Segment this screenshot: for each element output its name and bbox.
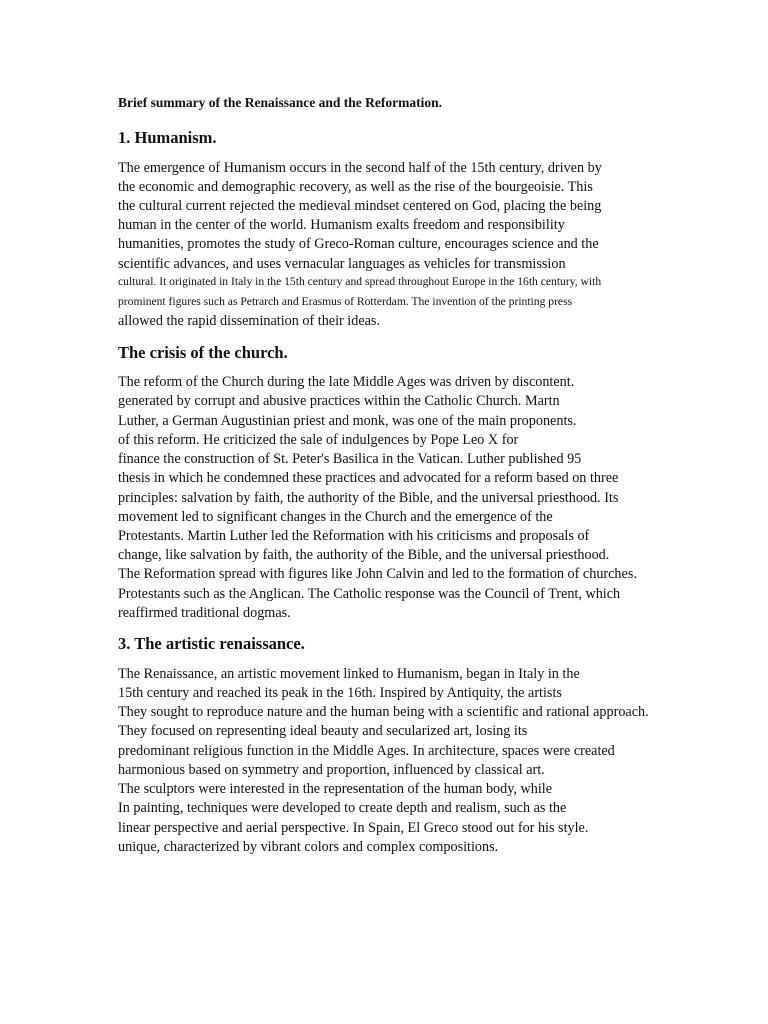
paragraph-line: The Reformation spread with figures like John Calvin and led to the formation of churches.	[118, 566, 637, 582]
paragraph-line: 15th century and reached its peak in the 16th. Inspired by Antiquity, the artists	[118, 685, 562, 701]
paragraph-line: Protestants. Martin Luther led the Reformation with his criticisms and proposals of	[118, 528, 590, 544]
paragraph-line: generated by corrupt and abusive practices within the Catholic Church. Martn	[118, 393, 560, 409]
paragraph-line: of this reform. He criticized the sale of indulgences by Pope Leo X for	[118, 432, 519, 448]
paragraph-line: They focused on representing ideal beauty and secularized art, losing its	[118, 723, 528, 739]
paragraph-line: change, like salvation by faith, the authority of the Bible, and the universal priesthood.	[118, 547, 610, 563]
paragraph-line: thesis in which he condemned these practices and advocated for a reform based on three	[118, 470, 619, 486]
paragraph-line: movement led to significant changes in the Church and the emergence of the	[118, 509, 553, 525]
paragraph-line: They sought to reproduce nature and the human being with a scientific and rational approach.	[118, 704, 649, 720]
paragraph-line: prominent figures such as Petrarch and Erasmus of Rotterdam. The invention of the printing press	[118, 295, 573, 308]
paragraph-line: the economic and demographic recovery, as well as the rise of the bourgeoisie. This	[118, 179, 593, 195]
paragraph-line: The reform of the Church during the late Middle Ages was driven by discontent.	[118, 374, 575, 390]
paragraph-line: scientific advances, and uses vernacular languages as vehicles for transmission	[118, 256, 566, 272]
paragraph-line: unique, characterized by vibrant colors and complex compositions.	[118, 839, 499, 855]
paragraph-line: Protestants such as the Anglican. The Catholic response was the Council of Trent, which	[118, 586, 621, 602]
paragraph-line: humanities, promotes the study of Greco-Roman culture, encourages science and the	[118, 236, 599, 252]
paragraph-line: The emergence of Humanism occurs in the second half of the 15th century, driven by	[118, 160, 602, 176]
paragraph-line: In painting, techniques were developed to create depth and realism, such as the	[118, 800, 567, 816]
section-heading-artistic-renaissance: 3. The artistic renaissance.	[118, 634, 305, 653]
paragraph-line: harmonious based on symmetry and proportion, influenced by classical art.	[118, 762, 545, 778]
document-title: Brief summary of the Renaissance and the Reformation.	[118, 95, 442, 110]
paragraph-line: linear perspective and aerial perspective. In Spain, El Greco stood out for his style.	[118, 820, 589, 836]
paragraph-line: Luther, a German Augustinian priest and monk, was one of the main proponents.	[118, 413, 577, 429]
paragraph-line: predominant religious function in the Middle Ages. In architecture, spaces were created	[118, 743, 615, 759]
section-heading-church-crisis: The crisis of the church.	[118, 343, 288, 362]
paragraph-line: reaffirmed traditional dogmas.	[118, 605, 291, 621]
paragraph-line: principles: salvation by faith, the authority of the Bible, and the universal priesthood. Its	[118, 490, 619, 506]
paragraph-line: The sculptors were interested in the representation of the human body, while	[118, 781, 553, 797]
paragraph-line: The Renaissance, an artistic movement linked to Humanism, began in Italy in the	[118, 666, 580, 682]
section-heading-humanism: 1. Humanism.	[118, 128, 217, 147]
paragraph-line: the cultural current rejected the medieval mindset centered on God, placing the being	[118, 198, 602, 214]
paragraph-line: allowed the rapid dissemination of their ideas.	[118, 313, 381, 329]
paragraph-line: human in the center of the world. Humanism exalts freedom and responsibility	[118, 217, 565, 233]
paragraph-line: finance the construction of St. Peter's Basilica in the Vatican. Luther published 95	[118, 451, 582, 467]
paragraph-line: cultural. It originated in Italy in the 15th century and spread throughout Europe in the 16th century, with	[118, 275, 602, 288]
